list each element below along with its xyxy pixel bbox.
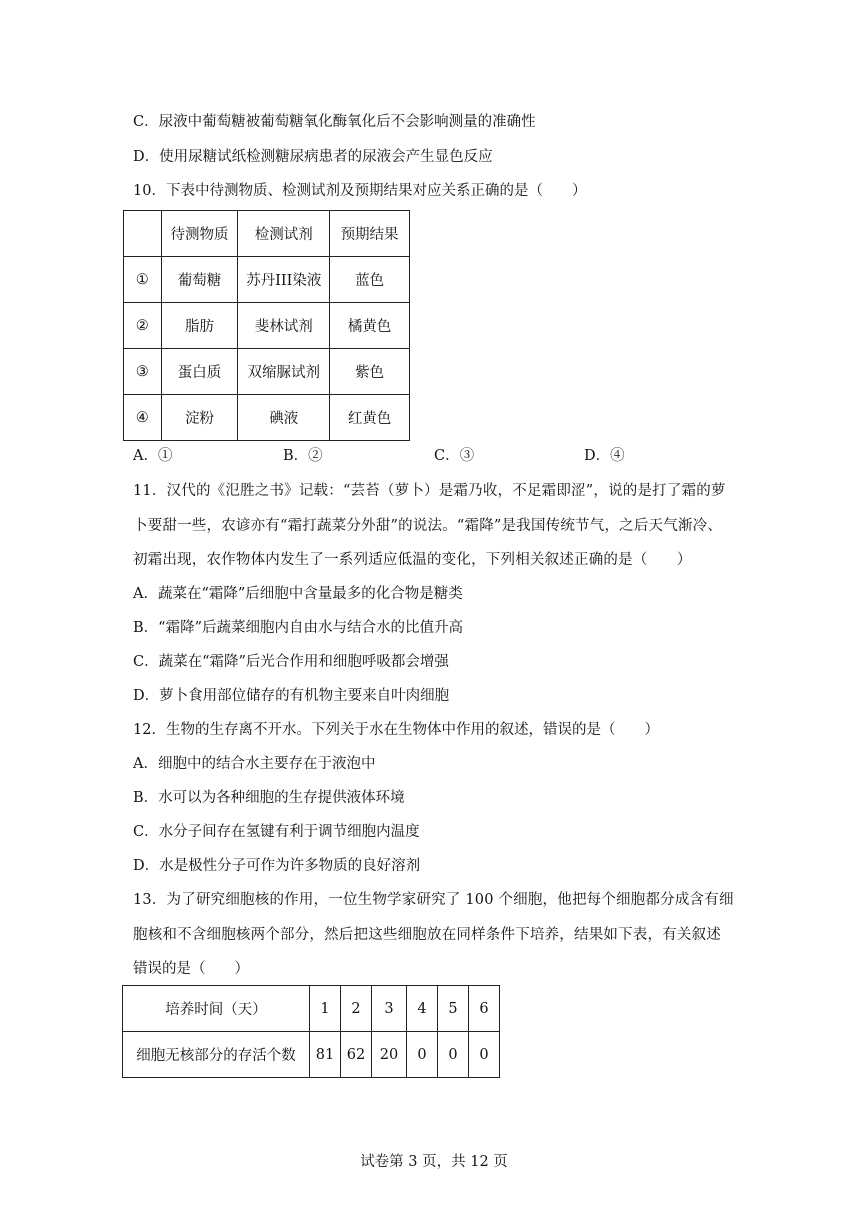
table-header: 预期结果 (330, 211, 410, 257)
q10-table (123, 210, 410, 441)
table-header: 培养时间（天） (123, 986, 310, 1032)
table-cell: 双缩脲试剂 (238, 349, 330, 395)
q13-stem-line3: 错误的是（ ） (133, 961, 249, 977)
table-cell: ③ (124, 349, 162, 395)
q12-option-c: C．水分子间存在氢键有利于调节细胞内温度 (133, 824, 420, 840)
q11-stem-line3: 初霜出现，农作物体内发生了一系列适应低温的变化，下列相关叙述正确的是（ ） (133, 552, 692, 568)
table-cell: 20 (372, 1032, 407, 1078)
q11-stem-line2: 卜要甜一些，农谚亦有“霜打蔬菜分外甜”的说法。“霜降”是我国传统节气，之后天气渐冷、 (133, 518, 723, 534)
q10-option-b: B．② (283, 448, 323, 464)
q9-option-d: D．使用尿糖试纸检测糖尿病患者的尿液会产生显色反应 (133, 149, 493, 165)
q12-stem: 12．生物的生存离不开水。下列关于水在生物体中作用的叙述，错误的是（ ） (133, 722, 659, 738)
q12-option-a: A．细胞中的结合水主要存在于液泡中 (133, 756, 376, 772)
table-cell: ① (124, 257, 162, 303)
table-cell: 1 (310, 986, 341, 1032)
q11-option-a: A．蔬菜在“霜降”后细胞中含量最多的化合物是糖类 (133, 586, 463, 602)
table-cell: 葡萄糖 (161, 257, 238, 303)
table-cell: 紫色 (330, 349, 410, 395)
table-cell: 3 (372, 986, 407, 1032)
q13-stem-line1: 13．为了研究细胞核的作用，一位生物学家研究了 100 个细胞，他把每个细胞都分成含有细 (133, 892, 734, 908)
table-cell: 4 (407, 986, 438, 1032)
table-cell: 81 (310, 1032, 341, 1078)
table-cell: 斐林试剂 (238, 303, 330, 349)
table-row (124, 303, 410, 349)
q10-option-c: C．③ (434, 448, 475, 464)
table-cell (124, 211, 162, 257)
table-header: 细胞无核部分的存活个数 (123, 1032, 310, 1078)
q12-option-b: B．水可以为各种细胞的生存提供液体环境 (133, 790, 405, 806)
q11-option-c: C．蔬菜在“霜降”后光合作用和细胞呼吸都会增强 (133, 654, 449, 670)
table-cell: 蓝色 (330, 257, 410, 303)
table-row (124, 211, 410, 257)
table-cell: 碘液 (238, 395, 330, 441)
table-row (124, 349, 410, 395)
table-cell: 橘黄色 (330, 303, 410, 349)
table-row (123, 986, 500, 1032)
table-row (123, 1032, 500, 1078)
q11-option-d: D．萝卜食用部位储存的有机物主要来自叶肉细胞 (133, 688, 450, 704)
q13-stem-line2: 胞核和不含细胞核两个部分，然后把这些细胞放在同样条件下培养，结果如下表，有关叙述 (133, 927, 721, 943)
table-row (124, 395, 410, 441)
table-cell: 62 (341, 1032, 372, 1078)
table-cell: 0 (438, 1032, 469, 1078)
table-cell: 6 (469, 986, 500, 1032)
table-cell: 脂肪 (161, 303, 238, 349)
q10-option-d: D．④ (584, 448, 625, 464)
table-row (124, 257, 410, 303)
q12-option-d: D．水是极性分子可作为许多物质的良好溶剂 (133, 858, 421, 874)
table-cell: 蛋白质 (161, 349, 238, 395)
q11-stem-line1: 11．汉代的《氾胜之书》记载：“芸苔（萝卜）是霜乃收，不足霜即涩”，说的是打了霜的萝 (133, 483, 726, 499)
q10-option-a: A．① (133, 448, 173, 464)
q11-option-b: B．“霜降”后蔬菜细胞内自由水与结合水的比值升高 (133, 620, 463, 636)
table-cell: ④ (124, 395, 162, 441)
table-cell: 2 (341, 986, 372, 1032)
table-header: 待测物质 (161, 211, 238, 257)
q9-option-c: C．尿液中葡萄糖被葡萄糖氧化酶氧化后不会影响测量的准确性 (133, 114, 536, 130)
table-cell: ② (124, 303, 162, 349)
q10-stem: 10．下表中待测物质、检测试剂及预期结果对应关系正确的是（ ） (133, 183, 587, 199)
table-cell: 苏丹III染液 (238, 257, 330, 303)
table-cell: 0 (407, 1032, 438, 1078)
table-cell: 5 (438, 986, 469, 1032)
page-footer: 试卷第 3 页，共 12 页 (360, 1154, 508, 1170)
table-header: 检测试剂 (238, 211, 330, 257)
q13-table (122, 985, 500, 1078)
table-cell: 0 (469, 1032, 500, 1078)
table-cell: 红黄色 (330, 395, 410, 441)
table-cell: 淀粉 (161, 395, 238, 441)
